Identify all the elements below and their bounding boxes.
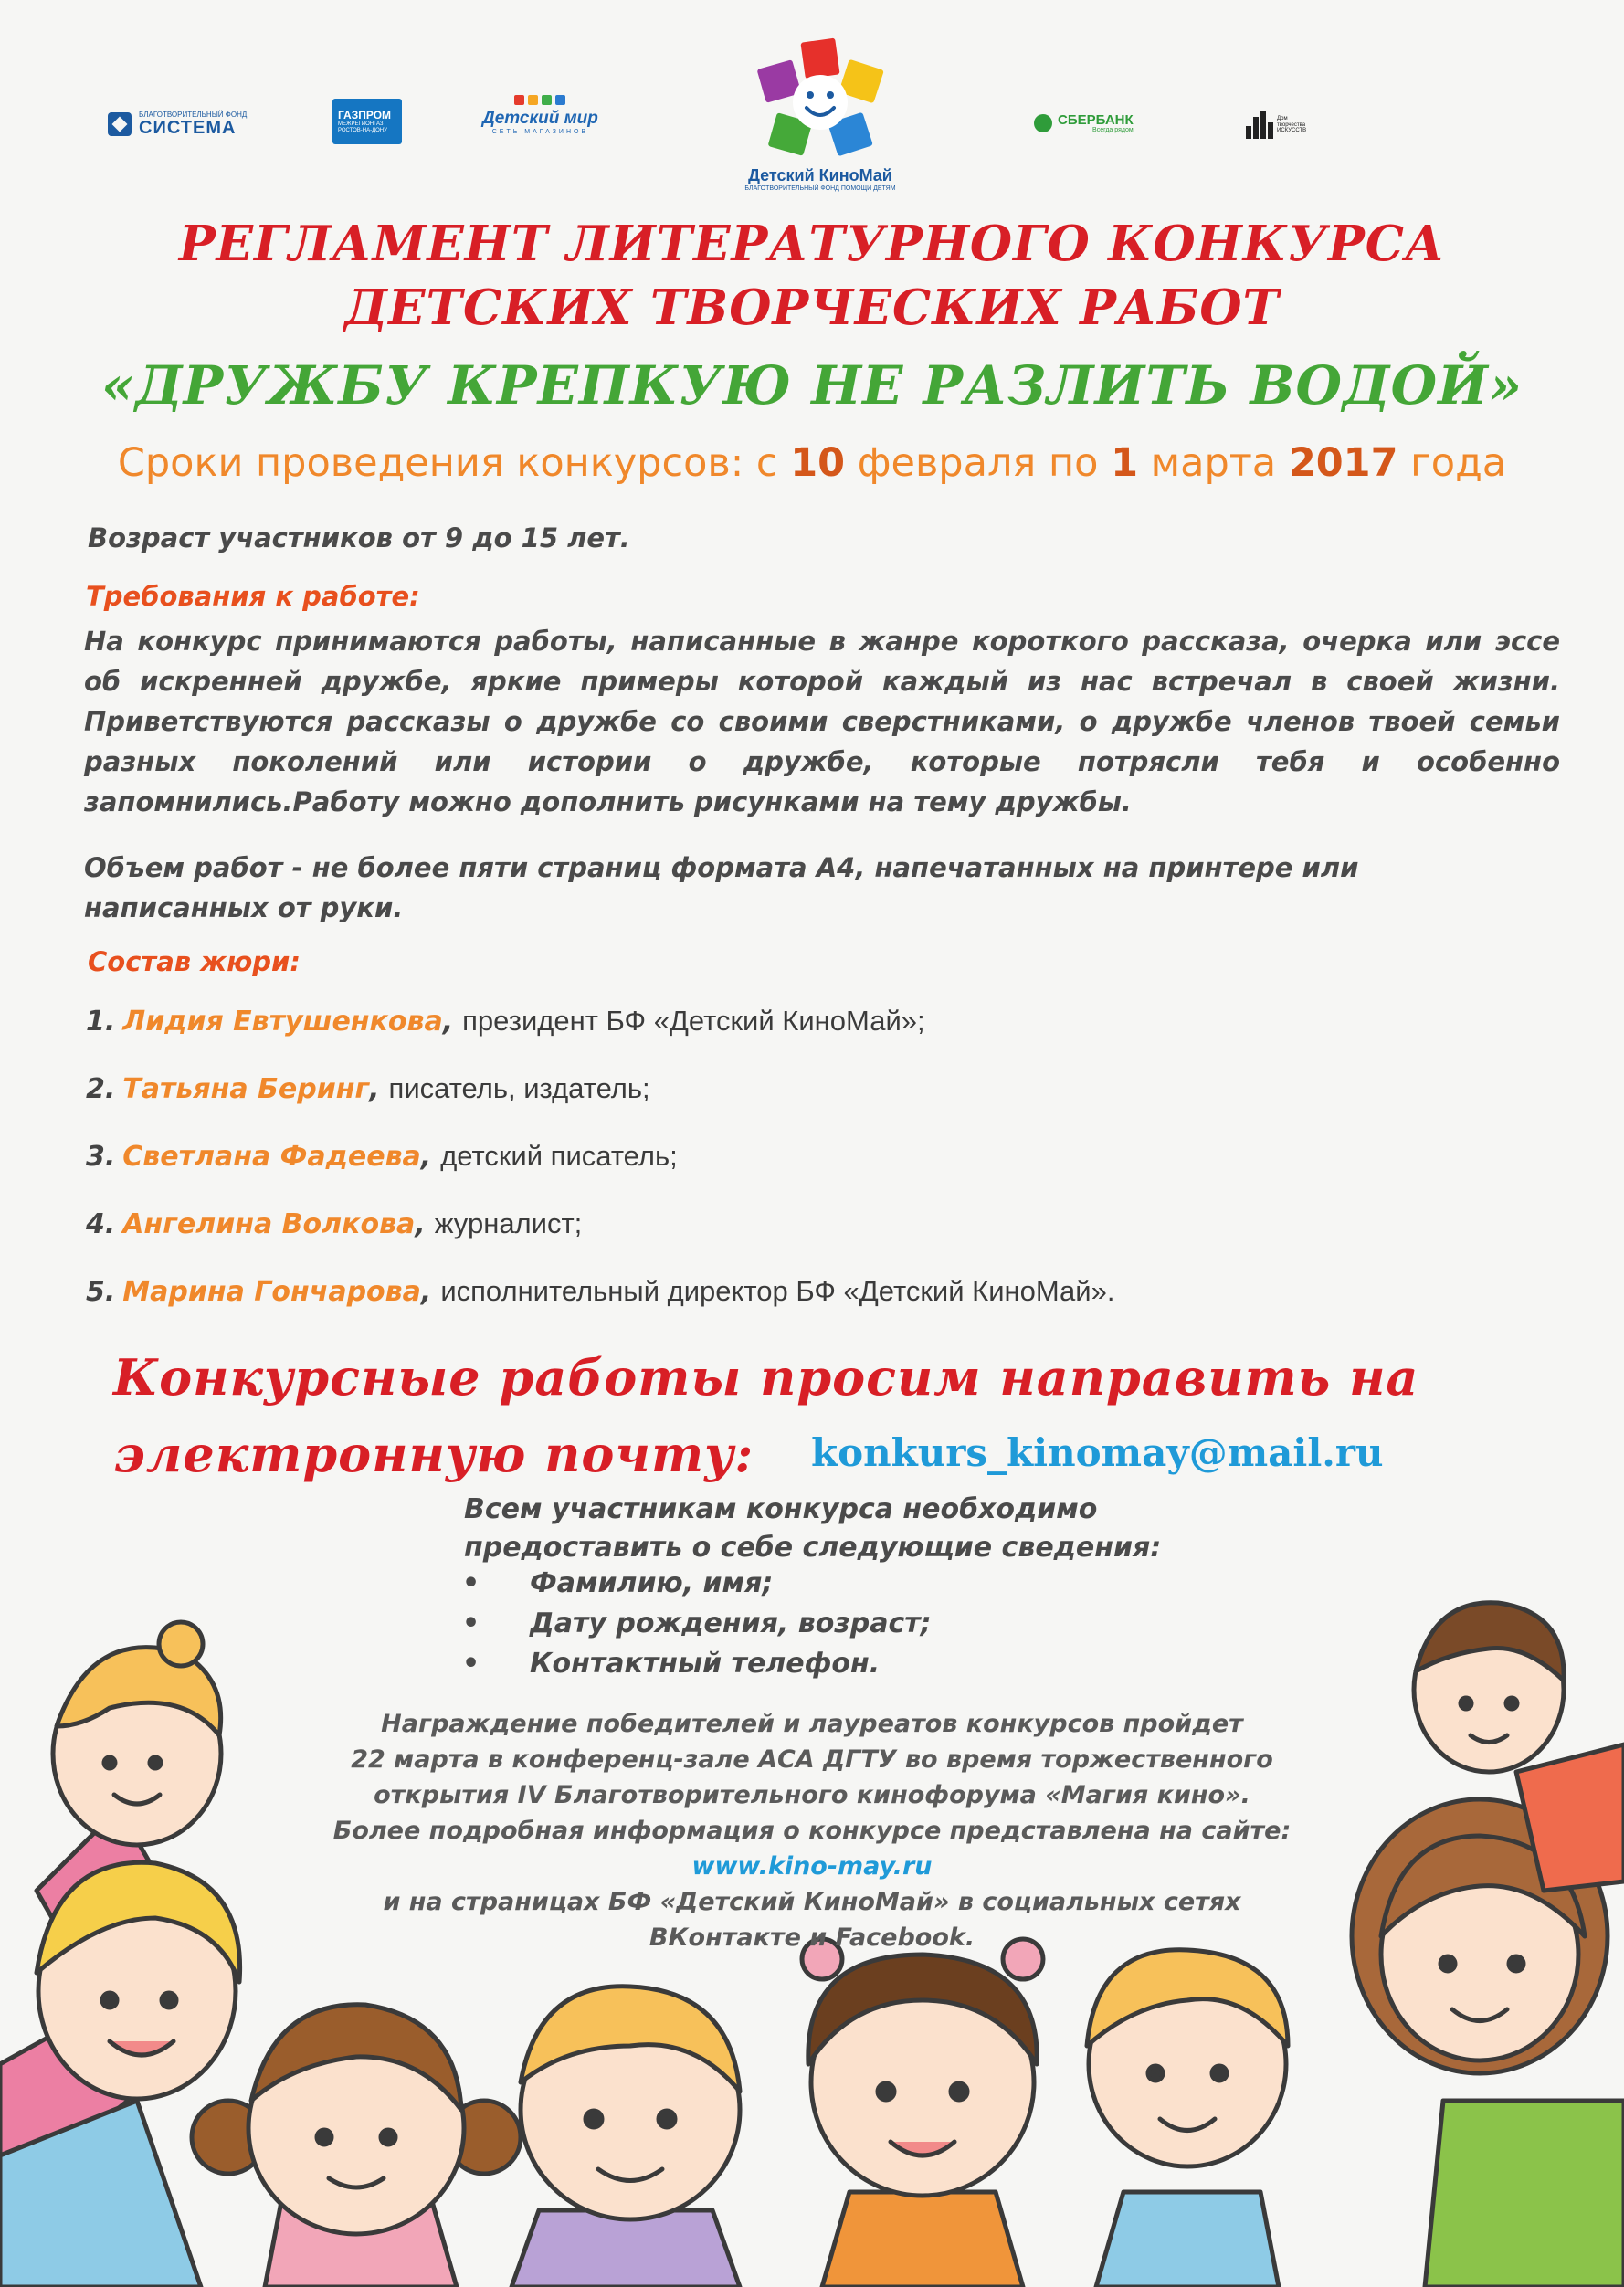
sberbank-logo-icon — [1034, 114, 1052, 132]
jury-member-name: Татьяна Беринг — [122, 1073, 370, 1105]
participant-age: Возраст участников от 9 до 15 лет. — [88, 522, 630, 553]
sberbank-logo-tagline: Всегда рядом — [1092, 127, 1134, 133]
jury-member-role: журналист; — [434, 1207, 583, 1239]
gazprom-logo — [332, 99, 402, 144]
dates-end-day: 1 — [1111, 440, 1138, 486]
contest-dates — [0, 440, 1624, 486]
boy-center-figure — [511, 1987, 740, 2287]
sberbank-logo-name: СБЕРБАНК — [1058, 112, 1134, 128]
kinomay-star-icon — [752, 37, 889, 164]
gazprom-logo-subtitle: МЕЖРЕГИОНГАЗ РОСТОВ-НА-ДОНУ — [338, 121, 387, 133]
list-item-text: Дату рождения, возраст; — [530, 1607, 932, 1639]
dates-suffix: года — [1397, 440, 1507, 486]
jury-member-number: 2. — [86, 1073, 116, 1105]
jury-member: 5. Марина Гончарова , исполнительный директор БФ «Детский КиноМай». — [86, 1275, 1115, 1308]
arts-house-logo-text: Дом творчества ИСКУССТВ — [1277, 116, 1307, 134]
jury-member-role: детский писатель; — [440, 1140, 678, 1172]
jury-member-number: 3. — [86, 1141, 116, 1173]
detskiy-mir-logo-name: Детский мир — [482, 109, 598, 128]
detskiy-mir-cubes-icon — [514, 95, 565, 105]
bullet-icon: • — [462, 1567, 480, 1599]
participant-info-line-1: Всем участникам конкурса необходимо — [464, 1493, 1098, 1525]
requirements-text: На конкурс принимаются работы, написанные в жанре короткого рассказа, очерка или эссе об искренней дружбе, яркие примеры которой каждый из нас встречал в своей жизни. Приветствуются рассказы о дружбе со своими сверстниками, о дружбе членов твоей семьи разных поколений или истории о дружбе, которые потрясли тебя и особенно запомнились.Работу можно дополнить рисунками на тему дружбы. — [84, 626, 1560, 817]
submission-heading-line-2: электронную почту: — [113, 1425, 754, 1483]
award-line-6: ВКонтакте и Facebook. — [649, 1923, 975, 1952]
sistema-logo-subtitle: БЛАГОТВОРИТЕЛЬНЫЙ ФОНД — [139, 111, 248, 119]
jury-member-number: 1. — [86, 1006, 116, 1038]
arts-house-logo-icon — [1246, 111, 1273, 139]
jury-member-role: президент БФ «Детский КиноМай»; — [462, 1005, 925, 1037]
jury-member-name: Марина Гончарова — [122, 1276, 421, 1308]
dates-start-day: 10 — [790, 440, 846, 486]
award-line-2: 22 марта в конференц-зале АСА ДГТУ во время торжественного — [351, 1745, 1273, 1774]
jury-member-role: писатель, издатель; — [388, 1072, 650, 1104]
website-link[interactable]: www.kino-may.ru — [691, 1852, 933, 1881]
contest-slogan: «ДРУЖБУ КРЕПКУЮ НЕ РАЗЛИТЬ ВОДОЙ» — [100, 354, 1524, 416]
girl-pigtails-figure — [192, 2005, 521, 2287]
jury-member: 1. Лидия Евтушенкова , президент БФ «Детский КиноМай»; — [86, 1005, 925, 1038]
jury-member-name: Лидия Евтушенкова — [122, 1006, 443, 1038]
jury-member: 2. Татьяна Беринг , писатель, издатель; — [86, 1072, 650, 1105]
title-line-1: РЕГЛАМЕНТ ЛИТЕРАТУРНОГО КОНКУРСА — [178, 216, 1446, 272]
title-line-2: ДЕТСКИХ ТВОРЧЕСКИХ РАБОТ — [343, 279, 1280, 336]
award-line-3: открытия IV Благотворительного кинофорума «Магия кино». — [374, 1781, 1250, 1809]
arts-house-logo — [1246, 111, 1313, 139]
award-info — [0, 1706, 1624, 1955]
kinomay-logo — [738, 37, 902, 192]
dates-mid-2: марта — [1137, 440, 1289, 486]
jury-member-name: Ангелина Волкова — [122, 1208, 416, 1240]
jury-member-role: исполнительный директор БФ «Детский КиноМай». — [440, 1275, 1115, 1307]
participant-info-line-2: предоставить о себе следующие сведения: — [464, 1532, 1162, 1564]
girl-center-figure — [802, 1939, 1043, 2287]
jury-heading: Состав жюри: — [88, 946, 301, 977]
bullet-icon: • — [462, 1648, 480, 1680]
dates-prefix: Сроки проведения конкурсов: с — [117, 440, 791, 486]
submission-heading-line-1: Конкурсные работы просим направить на — [113, 1348, 1419, 1407]
jury-member-number: 5. — [86, 1276, 116, 1308]
sberbank-logo — [1034, 113, 1134, 133]
sistema-logo-icon — [108, 112, 132, 136]
sistema-logo — [108, 111, 247, 137]
list-item-text: Контактный телефон. — [530, 1648, 881, 1680]
jury-member: 3. Светлана Фадеева , детский писатель; — [86, 1140, 678, 1173]
award-line-4: Более подробная информация о конкурсе представлена на сайте: — [332, 1817, 1292, 1845]
boy-right-figure — [1087, 1950, 1288, 2287]
sistema-logo-name: СИСТЕМА — [139, 118, 237, 138]
detskiy-mir-logo-subtitle: СЕТЬ МАГАЗИНОВ — [491, 129, 589, 135]
gazprom-logo-name: ГАЗПРОМ — [338, 109, 392, 122]
jury-member-number: 4. — [86, 1208, 116, 1240]
list-item-text: Фамилию, имя; — [530, 1567, 774, 1599]
dates-mid-1: февраля по — [845, 440, 1112, 486]
jury-member: 4. Ангелина Волкова , журналист; — [86, 1207, 583, 1240]
jury-list — [86, 1005, 1114, 1343]
requirements-heading: Требования к работе: — [86, 581, 420, 612]
jury-member-name: Светлана Фадеева — [122, 1141, 421, 1173]
detskiy-mir-logo — [482, 95, 598, 135]
award-line-5: и на страницах БФ «Детский КиноМай» в социальных сетях — [383, 1888, 1241, 1916]
submission-email-link[interactable]: konkurs_kinomay@mail.ru — [811, 1430, 1384, 1475]
dates-year: 2017 — [1288, 440, 1398, 486]
bullet-icon: • — [462, 1607, 480, 1639]
volume-text: Объем работ - не более пяти страниц формата А4, напечатанных на принтере или написанных от руки. — [84, 852, 1359, 923]
award-line-1: Награждение победителей и лауреатов конкурсов пройдет — [381, 1710, 1243, 1738]
kinomay-logo-name: Детский КиноМай — [748, 166, 892, 184]
participant-info-intro — [464, 1491, 1161, 1567]
kinomay-logo-subtitle: БЛАГОТВОРИТЕЛЬНЫЙ ФОНД ПОМОЩИ ДЕТЯМ — [744, 185, 896, 192]
